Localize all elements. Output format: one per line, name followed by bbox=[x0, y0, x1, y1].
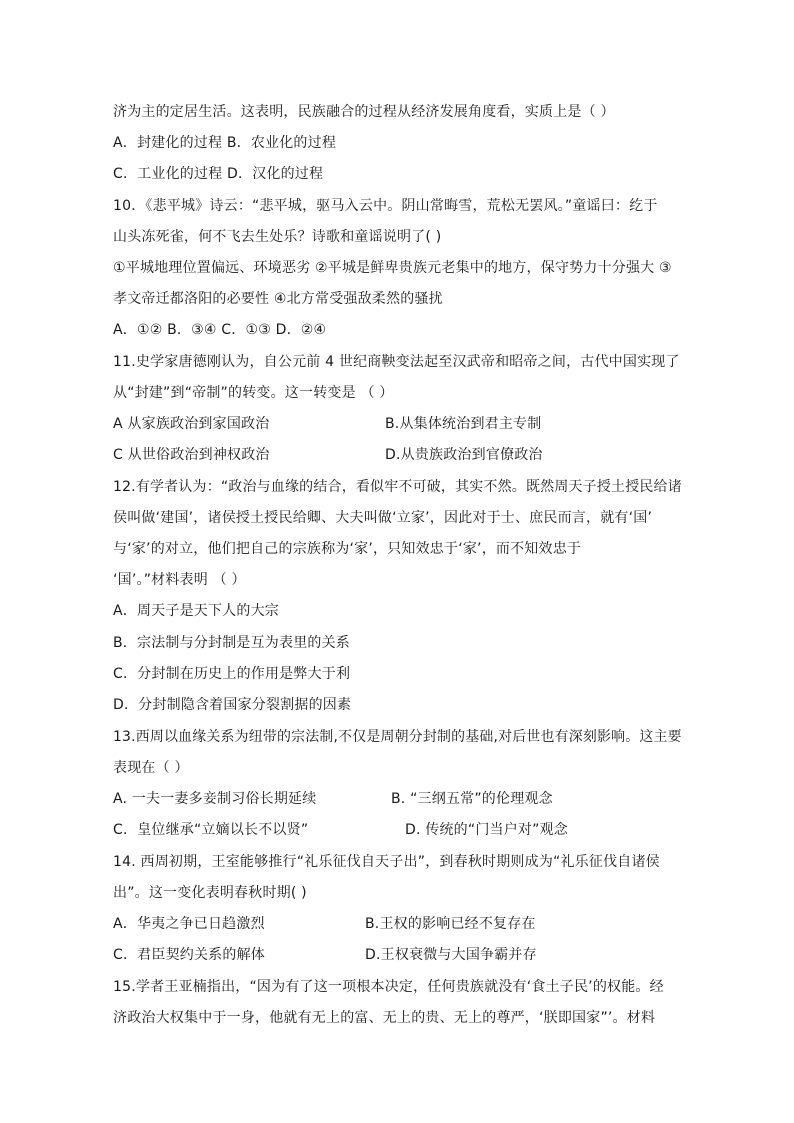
q11-stem-line2: 从“封建”到“帝制”的转变。这一转变是 （ ） bbox=[113, 385, 394, 401]
q10-stem-line1: 10．《悲平城》诗云：“悲平城，驱马入云中。阴山常晦雪，荒松无罢风。”童谣曰：纥于 bbox=[113, 198, 658, 214]
q12-option-b: B．宗法制与分封制是互为表里的关系 bbox=[113, 635, 351, 651]
q11-option-d: D.从贵族政治到官僚政治 bbox=[385, 447, 543, 463]
q10-stem-line2: 山头冻死雀，何不飞去生处乐？诗歌和童谣说明了( ) bbox=[113, 229, 442, 245]
q14-option-a: A．华夷之争已日趋激烈 bbox=[113, 916, 265, 932]
q9-continuation: 济为主的定居生活。这表明，民族融合的过程从经济发展角度看，实质上是（ ） bbox=[113, 104, 615, 120]
q12-option-a: A．周天子是天下人的大宗 bbox=[113, 603, 279, 619]
q12-stem-line2: 侯叫做‘建国’，诸侯授土授民给卿、大夫叫做‘立家’，因此对于士、庶民而言，就有‘国’ bbox=[113, 510, 653, 526]
q12-option-d: D．分封制隐含着国家分裂割据的因素 bbox=[113, 697, 352, 713]
q13-option-c: C．皇位继承“立嫡以长不以贤” bbox=[113, 822, 309, 838]
q12-stem-line3: 与‘家’的对立，他们把自己的宗族称为‘家’，只知效忠于‘家’，而不知效忠于 bbox=[113, 541, 582, 557]
q12-option-c: C．分封制在历史上的作用是弊大于利 bbox=[113, 666, 351, 682]
q13-option-a: A. 一夫一妻多妾制习俗长期延续 bbox=[113, 791, 317, 807]
q14-stem-line1: 14. 西周初期，王室能够推行“礼乐征伐自天子出”，到春秋时期则成为“礼乐征伐自诸侯 bbox=[113, 854, 660, 870]
q14-option-d: D.王权衰微与大国争霸并存 bbox=[365, 947, 537, 963]
q13-stem-line1: 13.西周以血缘关系为纽带的宗法制,不仅是周朝分封制的基础,对后世也有深刻影响。这主要 bbox=[113, 729, 682, 745]
q11-option-c: C 从世俗政治到神权政治 bbox=[113, 447, 270, 463]
q10-options: A．①② B．③④ C．①③ D．②④ bbox=[113, 322, 327, 338]
q9-options-ab: A．封建化的过程 B．农业化的过程 bbox=[113, 135, 337, 151]
q14-option-c: C．君臣契约关系的解体 bbox=[113, 947, 265, 963]
q12-stem-line4: ‘国’。”材料表明 （ ） bbox=[113, 572, 246, 588]
q14-stem-line2: 出”。这一变化表明春秋时期( ) bbox=[113, 885, 307, 901]
q10-stem-line4: 孝文帝迁都洛阳的必要性 ④北方常受强敌柔然的骚扰 bbox=[113, 291, 443, 307]
q14-option-b: B.王权的影响已经不复存在 bbox=[365, 916, 536, 932]
q13-option-b: B. “三纲五常”的伦理观念 bbox=[391, 791, 553, 807]
q15-stem-line1: 15.学者王亚楠指出，“因为有了这一项根本决定，任何贵族就没有‘食土子民’的权能。经 bbox=[113, 979, 664, 995]
q13-option-d: D. 传统的“门当户对”观念 bbox=[405, 822, 568, 838]
q12-stem-line1: 12.有学者认为：“政治与血缘的结合，看似牢不可破，其实不然。既然周天子授土授民给诸 bbox=[113, 479, 682, 495]
q11-stem-line1: 11.史学家唐德刚认为，自公元前 4 世纪商鞅变法起至汉武帝和昭帝之间，古代中国实现了 bbox=[113, 354, 680, 370]
q11-option-b: B.从集体统治到君主专制 bbox=[385, 416, 542, 432]
q15-stem-line2: 济政治大权集中于一身，他就有无上的富、无上的贵、无上的尊严，‘朕即国家”’。材料 bbox=[113, 1010, 656, 1026]
q10-stem-line3: ①平城地理位置偏远、环境恶劣 ②平城是鲜卑贵族元老集中的地方，保守势力十分强大 ③ bbox=[113, 260, 672, 276]
q9-options-cd: C．工业化的过程 D．汉化的过程 bbox=[113, 166, 324, 182]
q11-option-a: A 从家族政治到家国政治 bbox=[113, 416, 270, 432]
q13-stem-line2: 表现在（ ） bbox=[113, 760, 189, 776]
